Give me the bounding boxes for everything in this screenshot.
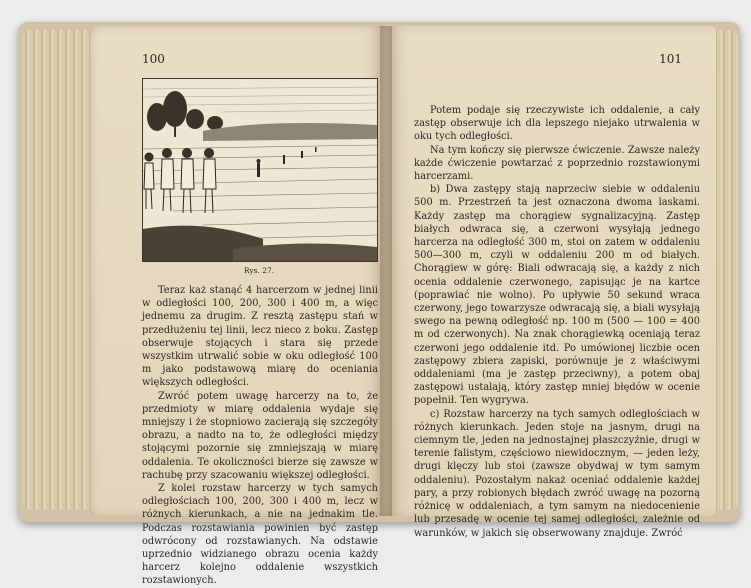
left-page	[90, 26, 386, 587]
page-number: 100	[142, 52, 165, 66]
figure-illustration	[142, 78, 378, 262]
paragraph: Na tym kończy się pierwsze ćwiczenie. Zawsze należy każde ćwiczenie powtarzać z poprzednio rozstawionymi harcerzami.	[414, 144, 700, 183]
page-number: 101	[659, 52, 682, 66]
paragraph: b) Dwa zastępy stają naprzeciw siebie w oddaleniu 500 m. Przestrzeń ta jest oznaczona dwoma laskami. Każdy zastęp ma chorągiew sygnalizacyjną. Zastęp białych odwraca się, a czerwoni wysyłają jednego harcerza na odległość 300 m, stoi on zatem w oddaleniu 500—300 m, czyli w oddaleniu 200 m od białych. Chorągiew w górę: Biali odwracają się, a każdy z nich ocenia oddalenie czerwonego, zapisując je na kartce (poprawiać nie wolno). Po upływie 50 sekund wraca czerwony, jego towarzysze odwracają się, a biali wysyłają swego na pewną odległość np. 100 m (500 — 100 = 400 m od czerwonych). Na znak chorągiewką oceniają teraz czerwoni jego oddalenie itd. Po umówionej liczbie ocen zastępowy zbiera zapiski, porównuje je z właściwymi oddaleniami (ma je zastęp przeciwny), a potem obaj zastępowi ustalają, który zastęp mniej błędów w ocenie popełnił. Ten wygrywa.	[414, 184, 700, 407]
paragraph: Teraz każ stanąć 4 harcerzom w jednej linii w odległości 100, 200, 300 i 400 m, a więc jednemu za drugim. Z resztą zastępu stań w przedłużeniu tej linii, lecz nieco z boku. Zastęp obserwuje stojących i stara się przede wszystkim utrwalić sobie w oku odległość 100 m jako podstawową miarę do oceniania większych odległości.	[142, 285, 378, 389]
right-page-body	[414, 104, 700, 540]
book-page-edges-left	[22, 30, 92, 510]
paragraph: c) Rozstaw harcerzy na tych samych odległościach w różnych kierunkach. Jeden stoje na jasnym, drugi na ciemnym tle, jeden na jednostajnej płaszczyźnie, drugi w terenie falistym, częściowo niewidocznym, — jeden leży, drugi klęczy lub stoi (zawsze obydwaj w tym samym oddaleniu). Pozostałym nakaż oceniać oddalenie każdej pary, a przy robionych błędach zwróć uwagę na pozorną różnicę w oddaleniach, a tym samym na niedocenienie lub przesadę w ocenie tej samej odległości, zależnie od warunków, w jakich się obserwowany znajduje. Zwróć	[414, 408, 700, 539]
paragraph: Potem podaje się rzeczywiste ich oddalenie, a cały zastęp obserwuje ich dla lepszego niejako utrwalenia w oku tych odległości.	[414, 105, 700, 143]
paragraph: Z kolei rozstaw harcerzy w tych samych odległościach 100, 200, 300 i 400 m, lecz w różnych kierunkach, a nie na jednakim tle. Podczas rozstawiania powinien być zastęp odwrócony od rozstawianych. Na odstawie uprzednio widzianego obrazu ocenia każdy harcerz kolejno oddalenie wszystkich rozstawionych.	[142, 483, 378, 587]
book-gutter	[380, 26, 392, 516]
figure-caption: Rys. 27.	[243, 266, 275, 275]
paragraph: Zwróć potem uwagę harcerzy na to, że przedmioty w miarę oddalenia wydaje się mniejszy i że stopniowo zacierają się szczegóły obrazu, a nadto na to, że odległości między stojącymi pozornie się zmniejszają w miarę oddalenia. Te okoliczności bierze się zawsze w rachubę przy szacowaniu większej odległości.	[142, 390, 378, 481]
left-page-body	[142, 284, 378, 588]
scouts-field-sketch	[143, 79, 377, 261]
right-page	[386, 26, 716, 539]
